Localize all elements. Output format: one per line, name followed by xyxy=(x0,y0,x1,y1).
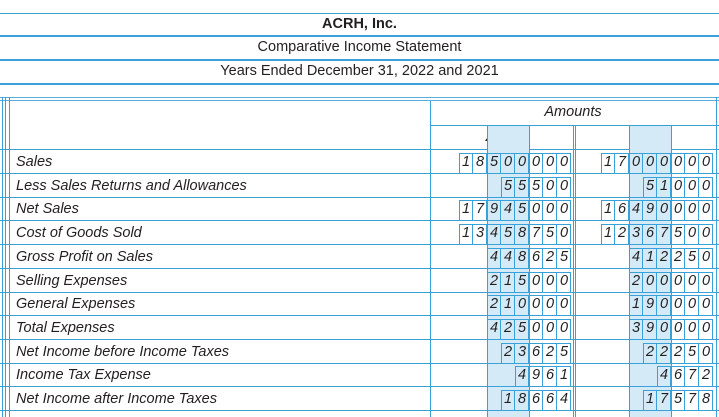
amount-prior xyxy=(643,174,713,198)
digit-separator xyxy=(614,154,615,173)
amount-current xyxy=(487,269,571,293)
amount-digit: 0 xyxy=(545,296,555,312)
digit-separator xyxy=(556,367,557,386)
amount-digit: 1 xyxy=(461,154,471,170)
digit-separator xyxy=(500,249,501,268)
amount-digit: 0 xyxy=(673,296,683,312)
digit-separator xyxy=(656,320,657,339)
amount-digit: 6 xyxy=(545,367,555,383)
amount-digit: 6 xyxy=(531,344,541,360)
amount-digit: 0 xyxy=(701,178,711,194)
amount-digit: 0 xyxy=(687,225,697,241)
amount-digit: 1 xyxy=(603,225,613,241)
amount-digit: 2 xyxy=(545,344,555,360)
amount-digit: 5 xyxy=(673,225,683,241)
digit-separator xyxy=(556,344,557,363)
amount-digit: 0 xyxy=(531,273,541,289)
amount-prior xyxy=(601,150,713,174)
digit-separator xyxy=(500,320,501,339)
amount-digit: 5 xyxy=(687,344,697,360)
digit-separator xyxy=(698,201,699,220)
digit-separator xyxy=(684,296,685,315)
amount-digit: 5 xyxy=(687,249,697,265)
digit-separator xyxy=(528,344,529,363)
digit-separator xyxy=(642,296,643,315)
amount-digit: 0 xyxy=(545,178,555,194)
amount-current xyxy=(487,316,571,340)
digit-separator xyxy=(556,296,557,315)
statement-row xyxy=(0,174,719,198)
digit-separator xyxy=(656,201,657,220)
amount-digit: 4 xyxy=(517,367,527,383)
amount-digit: 0 xyxy=(659,320,669,336)
amount-prior xyxy=(629,245,713,269)
amount-digit: 0 xyxy=(673,154,683,170)
amount-current xyxy=(515,363,571,387)
digit-separator xyxy=(528,391,529,410)
digit-separator xyxy=(542,344,543,363)
amount-prior xyxy=(629,269,713,293)
digit-separator xyxy=(514,391,515,410)
amount-digit: 9 xyxy=(531,367,541,383)
digit-separator xyxy=(542,391,543,410)
digit-separator xyxy=(642,249,643,268)
amount-digit: 0 xyxy=(701,201,711,217)
statement-row xyxy=(0,245,719,269)
amount-digit: 0 xyxy=(559,154,569,170)
digit-separator xyxy=(556,154,557,173)
digit-separator xyxy=(556,225,557,244)
amount-digit: 5 xyxy=(517,201,527,217)
digit-separator xyxy=(698,391,699,410)
digit-separator xyxy=(542,178,543,197)
digit-separator xyxy=(698,249,699,268)
digit-separator xyxy=(472,225,473,244)
digit-separator xyxy=(528,249,529,268)
digit-separator xyxy=(472,201,473,220)
amount-current xyxy=(459,197,571,221)
digit-separator xyxy=(528,367,529,386)
digit-separator xyxy=(698,296,699,315)
amount-digit: 2 xyxy=(631,273,641,289)
row-label: Net Sales xyxy=(16,201,79,217)
digit-separator xyxy=(614,225,615,244)
amount-digit: 8 xyxy=(517,249,527,265)
amount-digit: 7 xyxy=(475,201,485,217)
digit-separator xyxy=(642,320,643,339)
amount-digit: 7 xyxy=(531,225,541,241)
amount-digit: 2 xyxy=(659,249,669,265)
digit-separator xyxy=(670,225,671,244)
table-top-rule xyxy=(0,97,719,98)
statement-period: Years Ended December 31, 2022 and 2021 xyxy=(220,63,499,79)
digit-separator xyxy=(670,367,671,386)
amount-prior xyxy=(643,387,713,411)
amount-digit: 3 xyxy=(475,225,485,241)
amount-digit: 1 xyxy=(503,391,513,407)
amount-digit: 0 xyxy=(503,154,513,170)
amount-digit: 2 xyxy=(545,249,555,265)
row-label: Sales xyxy=(16,154,53,170)
amount-digit: 0 xyxy=(701,154,711,170)
digit-separator xyxy=(684,201,685,220)
digit-separator xyxy=(670,320,671,339)
digit-separator xyxy=(472,154,473,173)
amount-digit: 2 xyxy=(489,273,499,289)
digit-separator xyxy=(642,154,643,173)
amount-digit: 0 xyxy=(659,296,669,312)
amount-digit: 0 xyxy=(545,273,555,289)
digit-separator xyxy=(500,154,501,173)
amount-digit: 7 xyxy=(659,391,669,407)
amount-digit: 0 xyxy=(687,201,697,217)
amount-digit: 5 xyxy=(517,273,527,289)
amount-digit: 9 xyxy=(645,201,655,217)
amount-digit: 0 xyxy=(701,344,711,360)
amount-digit: 1 xyxy=(645,249,655,265)
digit-separator xyxy=(556,391,557,410)
amount-digit: 0 xyxy=(701,225,711,241)
amount-digit: 4 xyxy=(659,367,669,383)
row-label: Income Tax Expense xyxy=(16,367,151,383)
digit-separator xyxy=(528,273,529,292)
digit-separator xyxy=(542,225,543,244)
amount-prior xyxy=(629,316,713,340)
amount-digit: 0 xyxy=(659,201,669,217)
amount-digit: 5 xyxy=(531,178,541,194)
amount-digit: 0 xyxy=(517,154,527,170)
amount-digit: 6 xyxy=(645,225,655,241)
digit-separator xyxy=(684,178,685,197)
amount-current xyxy=(501,387,571,411)
amount-digit: 1 xyxy=(645,391,655,407)
digit-separator xyxy=(500,273,501,292)
digit-separator xyxy=(698,367,699,386)
digit-separator xyxy=(528,201,529,220)
amount-digit: 5 xyxy=(503,225,513,241)
amount-digit: 0 xyxy=(659,273,669,289)
amount-digit: 8 xyxy=(517,225,527,241)
amount-digit: 2 xyxy=(503,320,513,336)
amount-digit: 0 xyxy=(687,296,697,312)
row-label: Cost of Goods Sold xyxy=(16,225,142,241)
digit-separator xyxy=(514,296,515,315)
digit-separator xyxy=(528,320,529,339)
amount-digit: 4 xyxy=(631,249,641,265)
digit-separator xyxy=(698,273,699,292)
amount-digit: 5 xyxy=(517,178,527,194)
digit-separator xyxy=(628,154,629,173)
amount-digit: 5 xyxy=(559,344,569,360)
amount-digit: 4 xyxy=(489,249,499,265)
amount-digit: 2 xyxy=(701,367,711,383)
amount-digit: 7 xyxy=(659,225,669,241)
amount-current xyxy=(487,245,571,269)
digit-separator xyxy=(684,344,685,363)
digit-separator xyxy=(698,320,699,339)
amount-digit: 0 xyxy=(687,320,697,336)
amount-digit: 6 xyxy=(531,391,541,407)
digit-separator xyxy=(670,178,671,197)
amount-digit: 0 xyxy=(545,201,555,217)
amount-digit: 9 xyxy=(645,320,655,336)
amount-digit: 0 xyxy=(701,296,711,312)
amount-digit: 0 xyxy=(701,273,711,289)
digit-separator xyxy=(486,154,487,173)
statement-row xyxy=(0,269,719,293)
amount-digit: 0 xyxy=(545,154,555,170)
amount-digit: 2 xyxy=(503,344,513,360)
digit-separator xyxy=(514,225,515,244)
digit-separator xyxy=(500,296,501,315)
digit-separator xyxy=(684,273,685,292)
digit-separator xyxy=(670,391,671,410)
amounts-heading: Amounts xyxy=(544,104,602,120)
amount-digit: 1 xyxy=(503,296,513,312)
digit-separator xyxy=(642,273,643,292)
amount-digit: 3 xyxy=(517,344,527,360)
amount-digit: 2 xyxy=(673,344,683,360)
amount-digit: 0 xyxy=(559,273,569,289)
amount-digit: 6 xyxy=(673,367,683,383)
digit-separator xyxy=(656,249,657,268)
amount-digit: 4 xyxy=(503,249,513,265)
amount-digit: 0 xyxy=(517,296,527,312)
amount-prior xyxy=(657,363,713,387)
digit-separator xyxy=(656,344,657,363)
digit-separator xyxy=(500,201,501,220)
amount-digit: 2 xyxy=(659,344,669,360)
amount-prior xyxy=(601,197,713,221)
amount-digit: 2 xyxy=(645,344,655,360)
amount-digit: 1 xyxy=(461,225,471,241)
row-label: Net Income after Income Taxes xyxy=(16,391,217,407)
amount-digit: 0 xyxy=(673,320,683,336)
amount-digit: 6 xyxy=(531,249,541,265)
amount-digit: 6 xyxy=(617,201,627,217)
amount-digit: 0 xyxy=(673,273,683,289)
digit-separator xyxy=(556,273,557,292)
digit-separator xyxy=(670,344,671,363)
digit-separator xyxy=(542,154,543,173)
amount-digit: 4 xyxy=(489,225,499,241)
amount-digit: 4 xyxy=(503,201,513,217)
digit-separator xyxy=(670,249,671,268)
digit-separator xyxy=(642,201,643,220)
amount-prior xyxy=(643,340,713,364)
digit-separator xyxy=(542,201,543,220)
statement-row xyxy=(0,316,719,340)
amount-digit: 0 xyxy=(531,154,541,170)
row-label: Less Sales Returns and Allowances xyxy=(16,178,247,194)
digit-separator xyxy=(514,344,515,363)
digit-separator xyxy=(656,296,657,315)
company-name: ACRH, Inc. xyxy=(322,16,397,32)
digit-separator xyxy=(684,225,685,244)
amount-digit: 4 xyxy=(559,391,569,407)
amount-digit: 2 xyxy=(673,249,683,265)
statement-row xyxy=(0,387,719,411)
row-label: Selling Expenses xyxy=(16,273,128,289)
digit-separator xyxy=(514,320,515,339)
row-label: Total Expenses xyxy=(16,320,115,336)
digit-separator xyxy=(556,201,557,220)
amount-digit: 9 xyxy=(645,296,655,312)
amount-digit: 0 xyxy=(701,249,711,265)
amount-digit: 6 xyxy=(545,391,555,407)
digit-separator xyxy=(628,225,629,244)
amount-digit: 5 xyxy=(489,154,499,170)
amount-digit: 1 xyxy=(659,178,669,194)
digit-separator xyxy=(656,273,657,292)
amount-digit: 7 xyxy=(687,367,697,383)
amount-digit: 1 xyxy=(461,201,471,217)
digit-separator xyxy=(500,225,501,244)
amount-digit: 8 xyxy=(517,391,527,407)
amount-digit: 7 xyxy=(687,391,697,407)
amount-current xyxy=(501,340,571,364)
amount-current xyxy=(501,174,571,198)
digit-separator xyxy=(528,178,529,197)
amount-digit: 1 xyxy=(603,154,613,170)
digit-separator xyxy=(514,273,515,292)
statement-title: Comparative Income Statement xyxy=(257,39,462,55)
digit-separator xyxy=(684,249,685,268)
digit-separator xyxy=(670,201,671,220)
statement-row xyxy=(0,197,719,221)
digit-separator xyxy=(656,154,657,173)
digit-separator xyxy=(642,225,643,244)
digit-separator xyxy=(542,367,543,386)
digit-separator xyxy=(670,273,671,292)
amount-prior xyxy=(601,221,713,245)
digit-separator xyxy=(670,296,671,315)
digit-separator xyxy=(528,225,529,244)
amount-digit: 0 xyxy=(545,320,555,336)
digit-separator xyxy=(514,249,515,268)
statement-row xyxy=(0,340,719,364)
amount-current xyxy=(487,292,571,316)
digit-separator xyxy=(684,320,685,339)
amount-digit: 5 xyxy=(673,391,683,407)
digit-separator xyxy=(698,154,699,173)
amount-current xyxy=(459,221,571,245)
row-rule xyxy=(0,410,719,411)
digit-separator xyxy=(684,391,685,410)
digit-separator xyxy=(614,201,615,220)
amount-digit: 0 xyxy=(631,154,641,170)
digit-separator xyxy=(528,154,529,173)
amount-digit: 0 xyxy=(687,178,697,194)
digit-separator xyxy=(528,296,529,315)
amount-digit: 0 xyxy=(531,320,541,336)
digit-separator xyxy=(556,320,557,339)
amount-digit: 0 xyxy=(687,273,697,289)
amount-digit: 3 xyxy=(631,320,641,336)
digit-separator xyxy=(486,201,487,220)
amount-digit: 0 xyxy=(673,178,683,194)
amount-digit: 4 xyxy=(489,320,499,336)
amount-digit: 9 xyxy=(489,201,499,217)
amount-digit: 0 xyxy=(659,154,669,170)
amount-digit: 2 xyxy=(489,296,499,312)
header-rule xyxy=(0,84,719,85)
amount-digit: 1 xyxy=(603,201,613,217)
digit-separator xyxy=(514,178,515,197)
amount-digit: 5 xyxy=(559,249,569,265)
digit-separator xyxy=(556,178,557,197)
digit-separator xyxy=(542,296,543,315)
digit-separator xyxy=(628,201,629,220)
digit-separator xyxy=(698,178,699,197)
amount-digit: 0 xyxy=(531,201,541,217)
amount-digit: 3 xyxy=(631,225,641,241)
row-label: Gross Profit on Sales xyxy=(16,249,153,265)
amount-digit: 0 xyxy=(673,201,683,217)
digit-separator xyxy=(556,249,557,268)
amount-digit: 0 xyxy=(645,154,655,170)
amount-digit: 1 xyxy=(559,367,569,383)
digit-separator xyxy=(514,201,515,220)
digit-separator xyxy=(542,320,543,339)
digit-separator xyxy=(542,249,543,268)
digit-separator xyxy=(656,178,657,197)
statement-row xyxy=(0,150,719,174)
amount-digit: 2 xyxy=(617,225,627,241)
amount-digit: 1 xyxy=(631,296,641,312)
digit-separator xyxy=(670,154,671,173)
digit-separator xyxy=(684,367,685,386)
amount-prior xyxy=(629,292,713,316)
amount-digit: 0 xyxy=(687,154,697,170)
amount-digit: 0 xyxy=(701,320,711,336)
digit-separator xyxy=(542,273,543,292)
digit-separator xyxy=(684,154,685,173)
amount-current xyxy=(459,150,571,174)
amount-digit: 5 xyxy=(517,320,527,336)
amount-digit: 5 xyxy=(645,178,655,194)
digit-separator xyxy=(698,344,699,363)
digit-separator xyxy=(656,391,657,410)
amount-digit: 0 xyxy=(559,296,569,312)
amount-digit: 0 xyxy=(559,178,569,194)
statement-row xyxy=(0,221,719,245)
digit-separator xyxy=(486,225,487,244)
row-label: General Expenses xyxy=(16,296,136,312)
statement-row xyxy=(0,363,719,387)
digit-separator xyxy=(514,154,515,173)
amount-digit: 8 xyxy=(475,154,485,170)
amount-digit: 7 xyxy=(617,154,627,170)
amount-digit: 0 xyxy=(559,201,569,217)
amount-digit: 5 xyxy=(545,225,555,241)
row-label: Net Income before Income Taxes xyxy=(16,344,230,360)
amount-digit: 1 xyxy=(503,273,513,289)
digit-separator xyxy=(698,225,699,244)
amount-digit: 8 xyxy=(701,391,711,407)
digit-separator xyxy=(656,225,657,244)
amount-digit: 4 xyxy=(631,201,641,217)
amount-digit: 5 xyxy=(503,178,513,194)
amount-digit: 0 xyxy=(559,225,569,241)
amount-digit: 0 xyxy=(531,296,541,312)
amount-digit: 0 xyxy=(645,273,655,289)
statement-row xyxy=(0,292,719,316)
amount-digit: 0 xyxy=(559,320,569,336)
